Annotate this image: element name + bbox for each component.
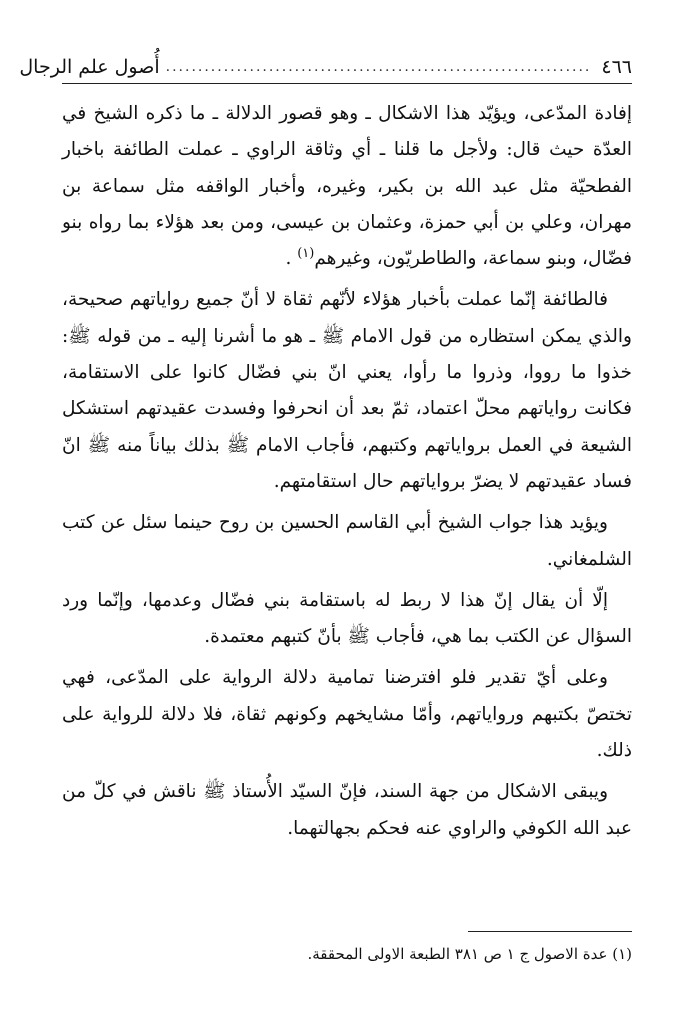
header-divider (62, 83, 632, 84)
footnote: (١) عدة الاصول ج ١ ص ٣٨١ الطبعة الاولى المحققة. (307, 945, 632, 963)
running-header (19, 52, 632, 82)
page-number: ٤٦٦ (601, 56, 632, 78)
paragraph-6: ويبقى الاشكال من جهة السند، فإنّ السيّد الأُستاذ ﷺ ناقش في كلّ من عبد الله الكوفي والراوي عنه فحكم بجهالتهما. (62, 781, 632, 839)
paragraph-3: ويؤيد هذا جواب الشيخ أبي القاسم الحسين بن روح حينما سئل عن كتب الشلمغاني. (62, 512, 632, 570)
paragraph-5: وعلى أيّ تقدير فلو افترضنا تمامية دلالة الرواية على المدّعى، فهي تختصّ بكتبهم ورواياتهم، وأمّا مشايخهم وكونهم ثقاة، فلا دلالة للرواية على ذلك. (62, 667, 632, 762)
main-text (62, 96, 632, 852)
paragraph-4: إلّا أن يقال إنّ هذا لا ربط له باستقامة بني فضّال وعدمها، وإنّما ورد السؤال عن الكتب بما هي، فأجاب ﷺ بأنّ كتبهم معتمدة. (62, 589, 632, 648)
paragraph-1-end: . (285, 248, 292, 270)
book-title: أُصول علم الرجال (19, 56, 160, 78)
paragraph-1 (62, 96, 632, 277)
footnote-divider (468, 931, 632, 932)
footnote-reference: (١) (297, 246, 315, 262)
header-leader-dots: .................................................................. (165, 59, 592, 75)
paragraph-2: فالطائفة إنّما عملت بأخبار هؤلاء لأنّهم ثقاة لا أنّ جميع رواياتهم صحيحة، والذي يمكن استظاره من قول الامام ﷺ ـ هو ما أشرنا إليه ـ من قوله ﷺ: خذوا ما رووا، وذروا ما رأوا، يعني انّ بني فضّال كانوا على الاستقامة، فكانت رواياتهم محلّ اعتماد، ثمّ بعد أن انحرفوا وفسدت عقيدتهم استشكل الشيعة في العمل برواياتهم وكتبهم، فأجاب الامام ﷺ بذلك بياناً منه ﷺ انّ فساد عقيدتهم لا يضرّ برواياتهم حال استقامتهم. (62, 289, 632, 492)
paragraph-1-text: إفادة المدّعى، ويؤيّد هذا الاشكال ـ وهو قصور الدلالة ـ ما ذكره الشيخ في العدّة حيث قال: ولأجل ما قلنا ـ أي وثاقة الراوي ـ عملت الطائفة باخبار الفطحيّة مثل عبد الله بن بكير، وغيره، وأخبار الواقفه مثل سماعة بن مهران، وعلي بن أبي حمزة، وعثمان بن عيسى، ومن بعد هؤلاء بما رواه بنو فضّال، وبنو سماعة، والطاطريّون، وغيرهم (62, 103, 632, 270)
